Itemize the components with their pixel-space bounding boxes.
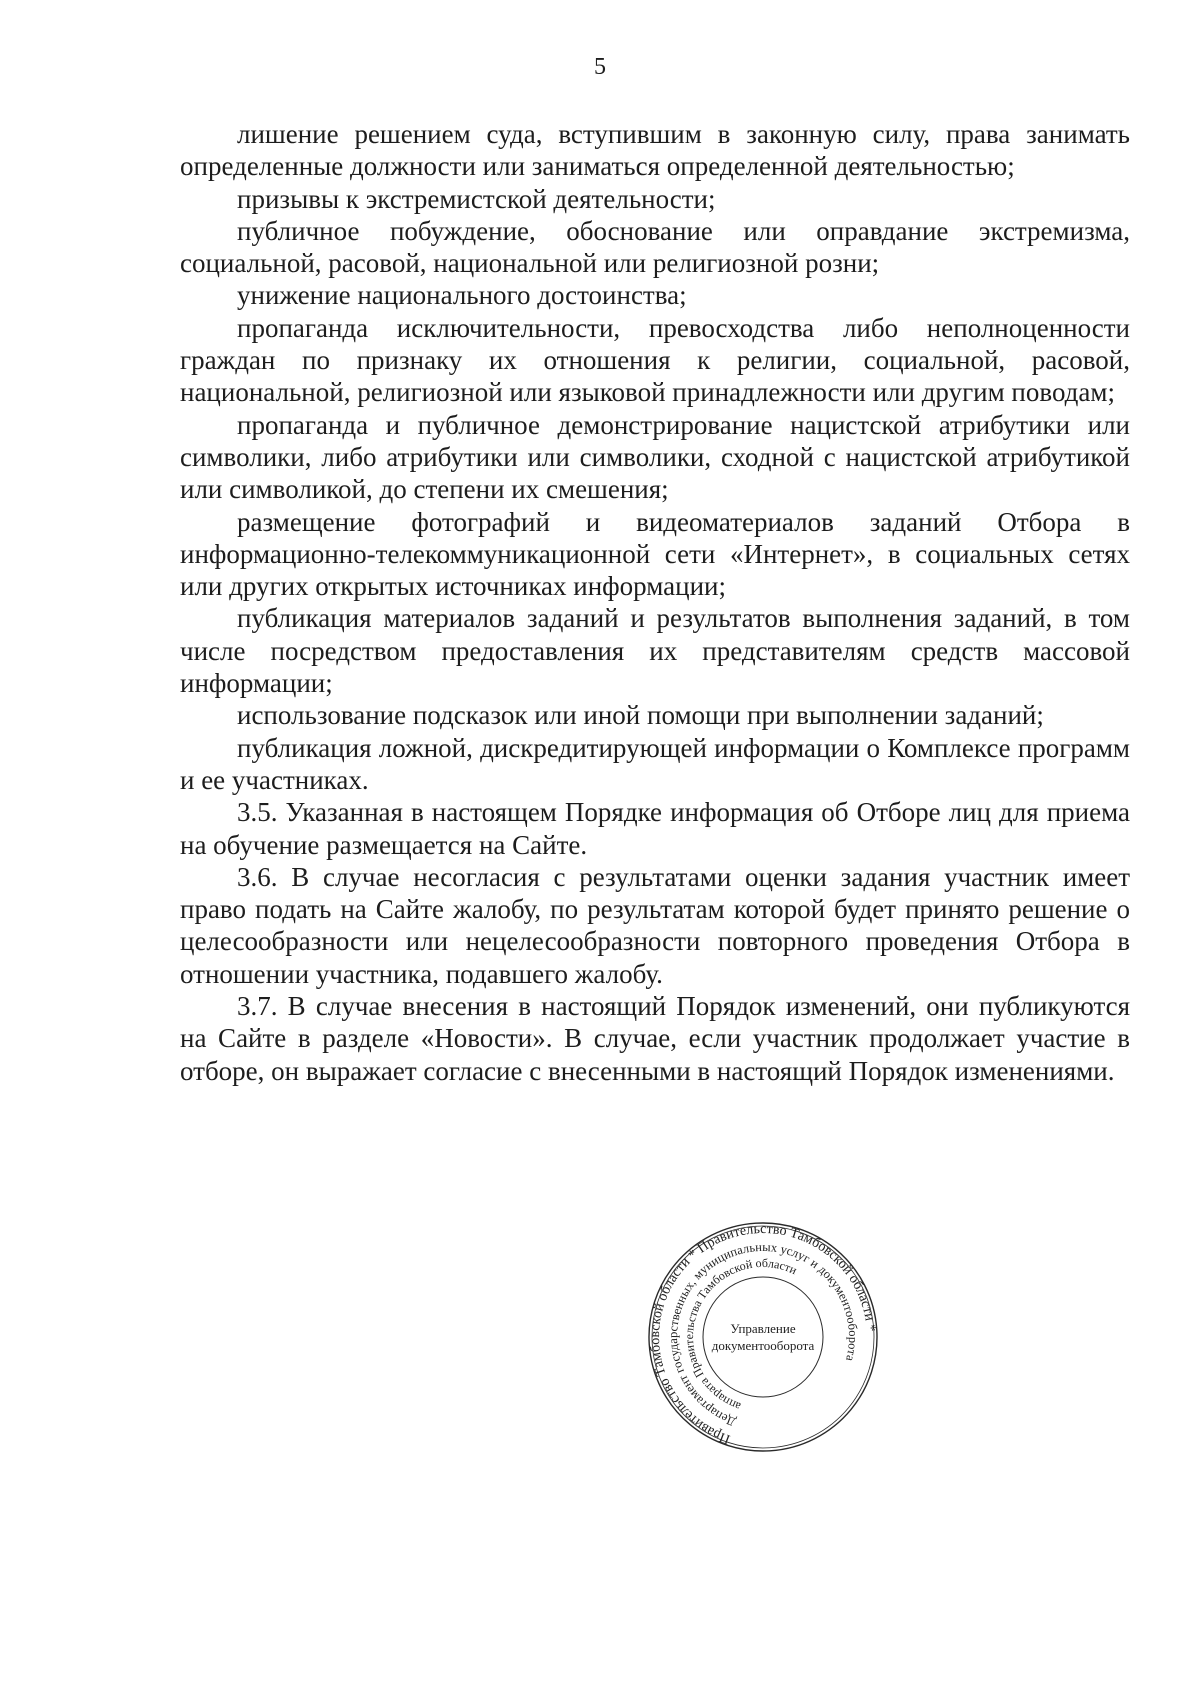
section-3-7-paragraph: 3.7. В случае внесения в настоящий Порядок изменений, они публикуются на Сайте в разделе «Новости». В случае, если участник продолжает участие в отборе, он выражает согласие с внесенными в настоящий Порядок изменениями. <box>180 991 1130 1086</box>
stamp-outer-border <box>646 1220 880 1454</box>
stamp-inner-ring-text: аппарата Правительства Тамбовской области <box>681 1255 800 1414</box>
paragraph: пропаганда исключительности, превосходства либо неполноценности граждан по признаку их отношения к религии, социальной, расовой, национальной, религиозной или языковой принадлежности или другим поводам; <box>180 312 1130 408</box>
paragraph: публикация ложной, дискредитирующей информации о Комплексе программ и ее участниках. <box>180 732 1130 795</box>
paragraph: лишение решением суда, вступившим в законную силу, права занимать определенные должности или заниматься определенной деятельностью; <box>180 119 1130 182</box>
paragraph: размещение фотографий и видеоматериалов заданий Отбора в информационно-телекоммуникационной сети «Интернет», в социальных сетях или других открытых источниках информации; <box>180 506 1130 602</box>
stamp-center-circle <box>703 1277 823 1397</box>
paragraph: публичное побуждение, обоснование или оправдание экстремизма, социальной, расовой, национальной или религиозной розни; <box>180 215 1130 279</box>
stamp-middle-ring-text: Департамент государственных, муниципальных услуг и документооборота <box>665 1239 861 1430</box>
paragraph: пропаганда и публичное демонстрирование нацистской атрибутики или символики, либо атрибутики или символики, сходной с нацистской атрибутикой или символикой, до степени их смешения; <box>180 409 1130 505</box>
paragraph: использование подсказок или иной помощи при выполнении заданий; <box>237 700 1044 731</box>
paragraph: призывы к экстремистской деятельности; <box>237 183 716 214</box>
paragraph: унижение национального достоинства; <box>237 280 687 311</box>
paragraph: публикация материалов заданий и результатов выполнения заданий, в том числе посредством предоставления их представителям средств массовой информации; <box>180 603 1130 699</box>
section-3-5-paragraph: 3.5. Указанная в настоящем Порядке информация об Отборе лиц для приема на обучение размещается на Сайте. <box>180 797 1130 860</box>
stamp-center-line-2: документооборота <box>711 1338 815 1353</box>
page-number: 5 <box>594 54 606 80</box>
stamp-center-line-1: Управление <box>730 1321 796 1336</box>
official-stamp <box>646 1220 880 1454</box>
stamp-outer-border-inner <box>646 1220 880 1454</box>
stamp-outer-ring-text: Правительство Тамбовской области * Правительство Тамбовской области * <box>647 1221 878 1447</box>
section-3-6-paragraph: 3.6. В случае несогласия с результатами оценки задания участник имеет право подать на Сайте жалобу, по результатам которой будет принято решение о целесообразности или нецелесообразности повторного проведения Отбора в отношении участника, подавшего жалобу. <box>180 861 1130 989</box>
document-body <box>180 118 1130 1087</box>
